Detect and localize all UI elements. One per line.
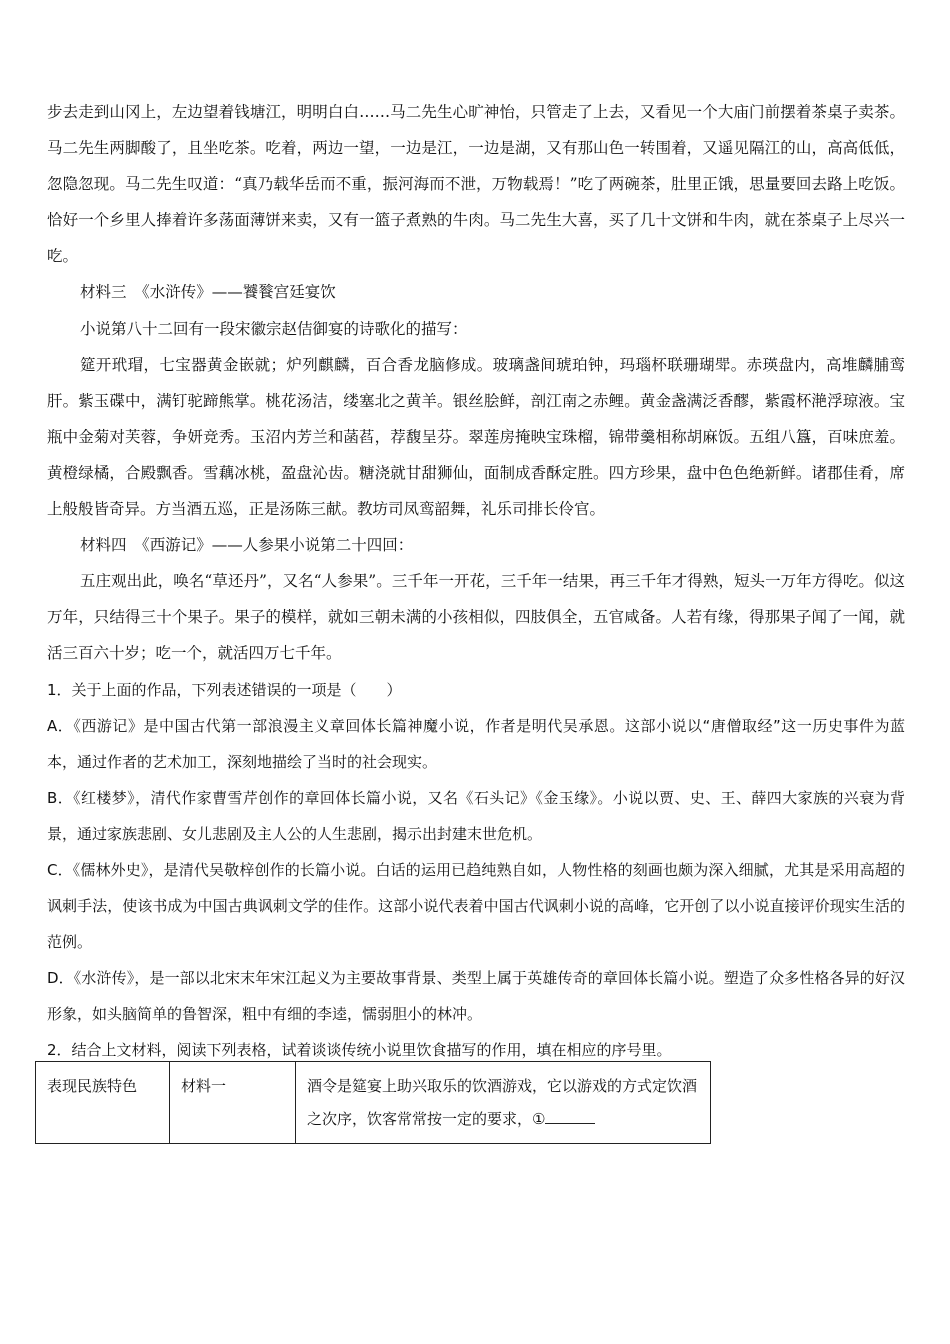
material-three-title: 材料三 《水浒传》——饕餮宫廷宴饮 (80, 283, 336, 302)
question-2-stem: 2．结合上文材料，阅读下列表格，试着谈谈传统小说里饮食描写的作用，填在相应的序号里。 (47, 1041, 672, 1060)
option-d: D．《水浒传》，是一部以北宋末年宋江起义为主要故事背景、类型上属于英雄传奇的章回体长篇小说。塑造了众多性格各异的好汉形象，如头脑简单的鲁智深，粗中有细的李逵，懦弱胆小的林冲。 (47, 969, 905, 1024)
description-text: 酒令是筵宴上助兴取乐的饮酒游戏，它以游戏的方式定饮酒之次序，饮客常常按一定的要求，① (307, 1077, 698, 1128)
material-four-title: 材料四 《西游记》——人参果小说第二十四回： (80, 536, 414, 555)
option-b: B．《红楼梦》，清代作家曹雪芹创作的章回体长篇小说，又名《石头记》《金玉缘》。小说以贾、史、王、薛四大家族的兴衰为背景，通过家族悲剧、女儿悲剧及主人公的人生悲剧，揭示出封建末世危机。 (47, 788, 905, 843)
document-page (47, 94, 905, 1069)
option-c: C．《儒林外史》，是清代吴敬梓创作的长篇小说。白话的运用已趋纯熟自如，人物性格的刻画也颇为深入细腻，尤其是采用高超的讽刺手法，使该书成为中国古典讽刺文学的佳作。这部小说代表着中国古代讽刺小说的高峰，它开创了以小说直接评价现实生活的范例。 (47, 860, 905, 952)
table-row (36, 1062, 711, 1144)
table-cell-material: 材料一 (170, 1062, 296, 1144)
material-four-body: 五庄观出此，唤名“草还丹”，又名“人参果”。三千年一开花，三千年一结果，再三千年才得熟，短头一万年方得吃。似这万年，只结得三十个果子。果子的模样，就如三朝未满的小孩相似，四肢俱全，五官咸备。人若有缘，得那果子闻了一闻，就活三百六十岁；吃一个，就活四万七千年。 (47, 572, 905, 663)
table-cell-category: 表现民族特色 (36, 1062, 170, 1144)
material-three-intro: 小说第八十二回有一段宋徽宗赵佶御宴的诗歌化的描写： (80, 319, 468, 338)
passage-paragraph: 步去走到山冈上，左边望着钱塘江，明明白白……马二先生心旷神怡，只管走了上去，又看见一个大庙门前摆着茶桌子卖茶。马二先生两脚酸了，且坐吃茶。吃着，两边一望，一边是江，一边是湖，又有那山色一转围着，又遥见隔江的山，高高低低，忽隐忽现。马二先生叹道：“真乃载华岳而不重，振河海而不泄，万物载焉！”吃了两碗茶，肚里正饿，思量要回去路上吃饭。恰好一个乡里人捧着许多荡面薄饼来卖，又有一篮子煮熟的牛肉。马二先生大喜，买了几十文饼和牛肉，就在茶桌子上尽兴一吃。 (47, 103, 905, 266)
answer-blank[interactable] (545, 1109, 595, 1124)
table-cell-description (296, 1062, 711, 1144)
question-1-stem: 1．关于上面的作品，下列表述错误的一项是（ ） (47, 680, 402, 699)
answer-table (35, 1061, 711, 1144)
option-a: A．《西游记》是中国古代第一部浪漫主义章回体长篇神魔小说，作者是明代吴承恩。这部小说以“唐僧取经”这一历史事件为蓝本，通过作者的艺术加工，深刻地描绘了当时的社会现实。 (47, 716, 905, 771)
material-three-body: 筵开玳瑁，七宝器黄金嵌就；炉列麒麟，百合香龙脑修成。玻璃盏间琥珀钟，玛瑙杯联珊瑚斝。赤瑛盘内，高堆麟脯鸾肝。紫玉碟中，满钉驼蹄熊掌。桃花汤洁，缕塞北之黄羊。银丝脍鲜，剖江南之赤鲤。黄金盏满泛香醪，紫霞杯滟浮琼液。宝瓶中金菊对芙蓉，争妍竞秀。玉沼内芳兰和菡萏，荐馥呈芬。翠莲房掩映宝珠榴，锦带羹相称胡麻饭。五组八簋，百味庶羞。黄橙绿橘，合殿飘香。雪藕冰桃，盈盘沁齿。糖浇就甘甜狮仙，面制成香酥定胜。四方珍果，盘中色色绝新鲜。诸郡佳肴，席上般般皆奇异。方当酒五巡，正是汤陈三献。教坊司凤鸾韶舞，礼乐司排长伶官。 (47, 355, 905, 519)
